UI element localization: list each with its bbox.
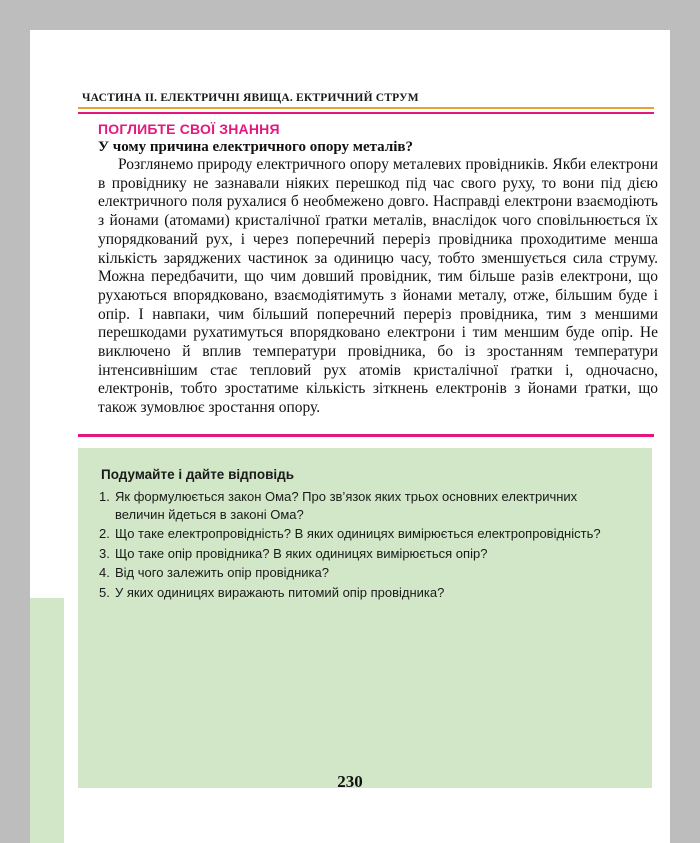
- questions-title: Подумайте і дайте відповідь: [101, 467, 295, 482]
- question-item: [99, 488, 619, 523]
- question-text: У яких одиницях виражають питомий опір провідника?: [115, 584, 445, 600]
- question-number: 5.: [99, 584, 110, 600]
- section-bottom-rule: [78, 434, 654, 437]
- question-number: 2.: [99, 526, 110, 541]
- question-item: [99, 545, 619, 563]
- question-item: [99, 564, 619, 582]
- questions-box: [78, 448, 652, 788]
- section-question: У чому причина електричного опору металів?: [98, 139, 413, 155]
- running-head: ЧАСТИНА II. ЕЛЕКТРИЧНІ ЯВИЩА. ЕКТРИЧНИЙ СТРУМ: [82, 92, 419, 104]
- question-item: [99, 525, 619, 543]
- section-body-text: Розглянемо природу електричного опору металевих провідників. Якби електрони в провіднику не зазнавали ніяких перешкод під час свого руху, то вони під дією електричного поля рухалися б необмежено довго. Насправді електрони взаємодіють з йонами (атомами) кристалічної ґратки металів, внаслідок чого сповільнюється їх упорядкований рух, і через поперечний переріз провідника проходитиме менша кількість заряджених частинок за одиницю часу, тобто зменшується сила струму. Можна передбачити, що чим довший провідник, тим більше разів електрони, що рухаються впорядковано, взаємодіятимуть з йонами металу, отже, більшим буде і опір. І навпаки, чим більший поперечний переріз провідника, тим з меншими перешкодами рухатимуться впорядковано електрони і тим меншим буде опір. Не виключено й вплив температури провідника, бо із зростанням температури інтенсивнішим стає тепловий рух атомів кристалічної ґратки і, одночасно, електронів, тобто зростатиме кількість зіткнень електронів з йонами ґратки, що також зумовлює зростання опору.: [98, 156, 658, 417]
- margin-green-tab: [30, 598, 64, 843]
- questions-list: [99, 488, 619, 603]
- question-number: 4.: [99, 565, 110, 580]
- deepen-knowledge-section: [98, 120, 658, 418]
- question-text: Як формулюється закон Ома? Про зв’язок яких трьох основних електричних величин йдеться в законі Ома?: [115, 489, 578, 522]
- question-text: Що таке електропровідність? В яких одиницях вимірюється електропровідність?: [115, 526, 601, 541]
- question-text: Що таке опір провідника? В яких одиницях вимірюється опір?: [115, 545, 488, 561]
- section-heading: ПОГЛИБТЕ СВОЇ ЗНАННЯ: [98, 121, 280, 137]
- question-number: 3.: [99, 545, 110, 561]
- question-text: Від чого залежить опір провідника?: [115, 565, 329, 580]
- header-rule: [78, 107, 654, 109]
- question-number: 1.: [99, 489, 110, 504]
- question-item: [99, 584, 619, 602]
- textbook-page: [30, 30, 670, 843]
- section-top-rule: [78, 112, 654, 114]
- page-number: 230: [337, 772, 363, 791]
